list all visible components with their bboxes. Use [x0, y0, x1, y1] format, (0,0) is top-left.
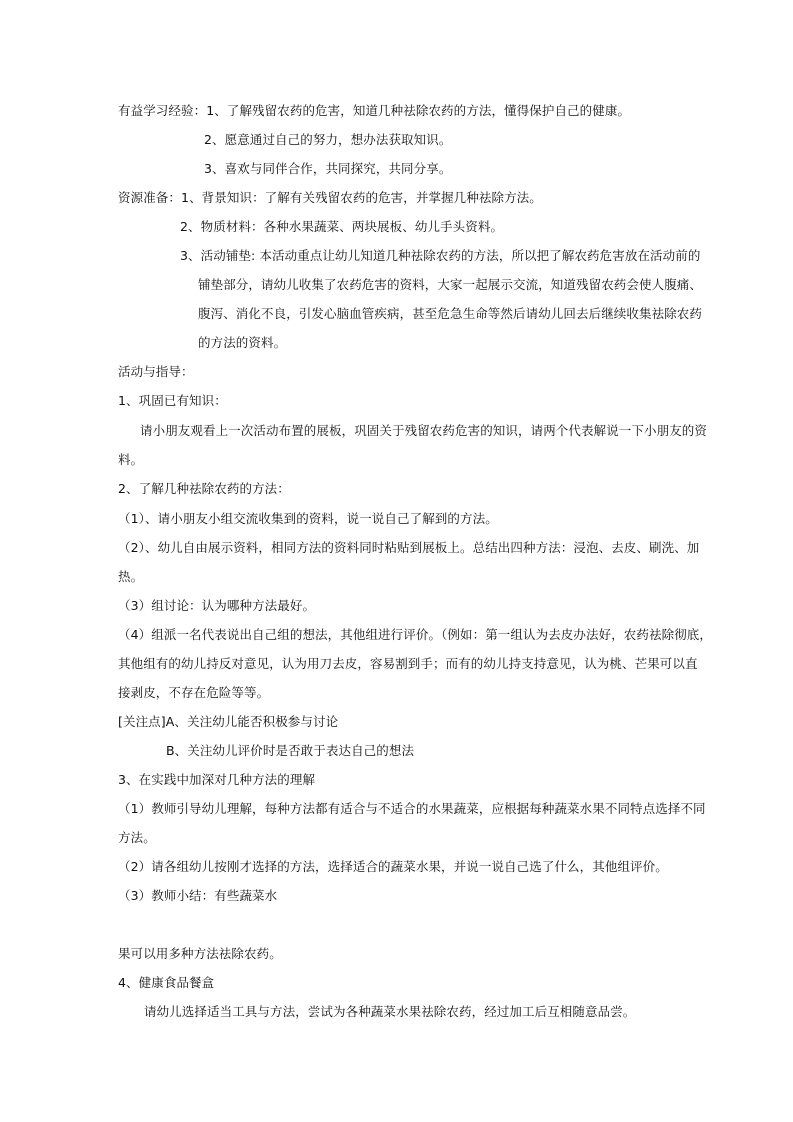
resources-label: 资源准备：: [118, 190, 182, 205]
learning-experience-label: 有益学习经验：: [118, 103, 207, 118]
resources-item-1: 1、背景知识：了解有关残留农药的危害，并掌握几种祛除方法。: [181, 190, 542, 205]
learning-experience-item-3: 3、喜欢与同伴合作，共同探究，共同分享。: [204, 161, 452, 176]
resources-line-1: [118, 189, 542, 207]
step2-sub1: （1）、请小朋友小组交流收集到的资料，说一说自己了解到的方法。: [118, 511, 498, 526]
step1-body-line-1: 请小朋友观看上一次活动布置的展板，巩固关于残留农药危害的知识，请两个代表解说一下小朋友的资: [140, 423, 708, 438]
focus-point-b: B、关注幼儿评价时是否敢于表达自己的想法: [166, 743, 415, 758]
focus-point-a: [关注点]A、关注幼儿能否积极参与讨论: [118, 714, 339, 729]
step3-sub1-line-2: 方法。: [118, 830, 156, 845]
resources-item-3-line-2: 铺垫部分，请幼儿收集了农药危害的资料，大家一起展示交流，知道残留农药会使人腹痛、: [198, 277, 703, 292]
learning-experience-line-1: [118, 102, 630, 120]
step3-sub3: （3）教师小结：有些蔬菜水: [118, 888, 278, 903]
resources-item-2: 2、物质材料：各种水果蔬菜、两块展板、幼儿手头资料。: [180, 219, 504, 234]
step3-sub2: （2）请各组幼儿按刚才选择的方法，选择适合的蔬菜水果，并说一说自己选了什么，其他组评价。: [118, 859, 668, 874]
step1-title: 1、巩固已有知识：: [118, 393, 227, 408]
step3-title: 3、在实践中加深对几种方法的理解: [118, 772, 316, 787]
step1-body-line-2: 料。: [118, 452, 144, 467]
step2-sub4-line-1: （4）组派一名代表说出自己组的想法，其他组进行评价。（例如：第一组认为去皮办法好，农药祛除彻底，: [118, 627, 713, 642]
learning-experience-item-2: 2、愿意通过自己的努力，想办法获取知识。: [204, 132, 452, 147]
step2-sub3: （3）组讨论：认为哪种方法最好。: [118, 598, 316, 613]
step3-sub3-continued: 果可以用多种方法祛除农药。: [118, 946, 282, 961]
step2-sub4-line-3: 接剥皮，不存在危险等等。: [118, 685, 270, 700]
step2-sub2-line-1: （2）、幼儿自由展示资料，相同方法的资料同时粘贴到展板上。总结出四种方法：浸泡、去皮、刷洗、加: [118, 540, 700, 555]
activity-heading: 活动与指导：: [118, 364, 194, 379]
step2-sub4-line-2: 其他组有的幼儿持反对意见，认为用刀去皮，容易割到手；而有的幼儿持支持意见，认为桃、芒果可以直: [118, 656, 698, 671]
learning-experience-item-1: 1、了解残留农药的危害，知道几种祛除农药的方法，懂得保护自己的健康。: [206, 103, 631, 118]
resources-item-3-line-1: 3、活动铺垫: 本活动重点让幼儿知道几种祛除农药的方法，所以把了解农药危害放在活动前的: [180, 248, 701, 263]
step2-sub2-line-2: 热。: [118, 569, 144, 584]
step3-sub1-line-1: （1）教师引导幼儿理解，每种方法都有适合与不适合的水果蔬菜，应根据每种蔬菜水果不同特点选择不同: [118, 801, 706, 816]
resources-item-3-line-4: 的方法的资料。: [198, 335, 287, 350]
resources-item-3-line-3: 腹泻、消化不良，引发心脑血管疾病，甚至危急生命等然后请幼儿回去后继续收集祛除农药: [198, 306, 703, 321]
step4-body: 请幼儿选择适当工具与方法，尝试为各种蔬菜水果祛除农药，经过加工后互相随意品尝。: [144, 1004, 636, 1019]
step2-title: 2、了解几种祛除农药的方法：: [118, 481, 290, 496]
step4-title: 4、健康食品餐盒: [118, 975, 215, 990]
